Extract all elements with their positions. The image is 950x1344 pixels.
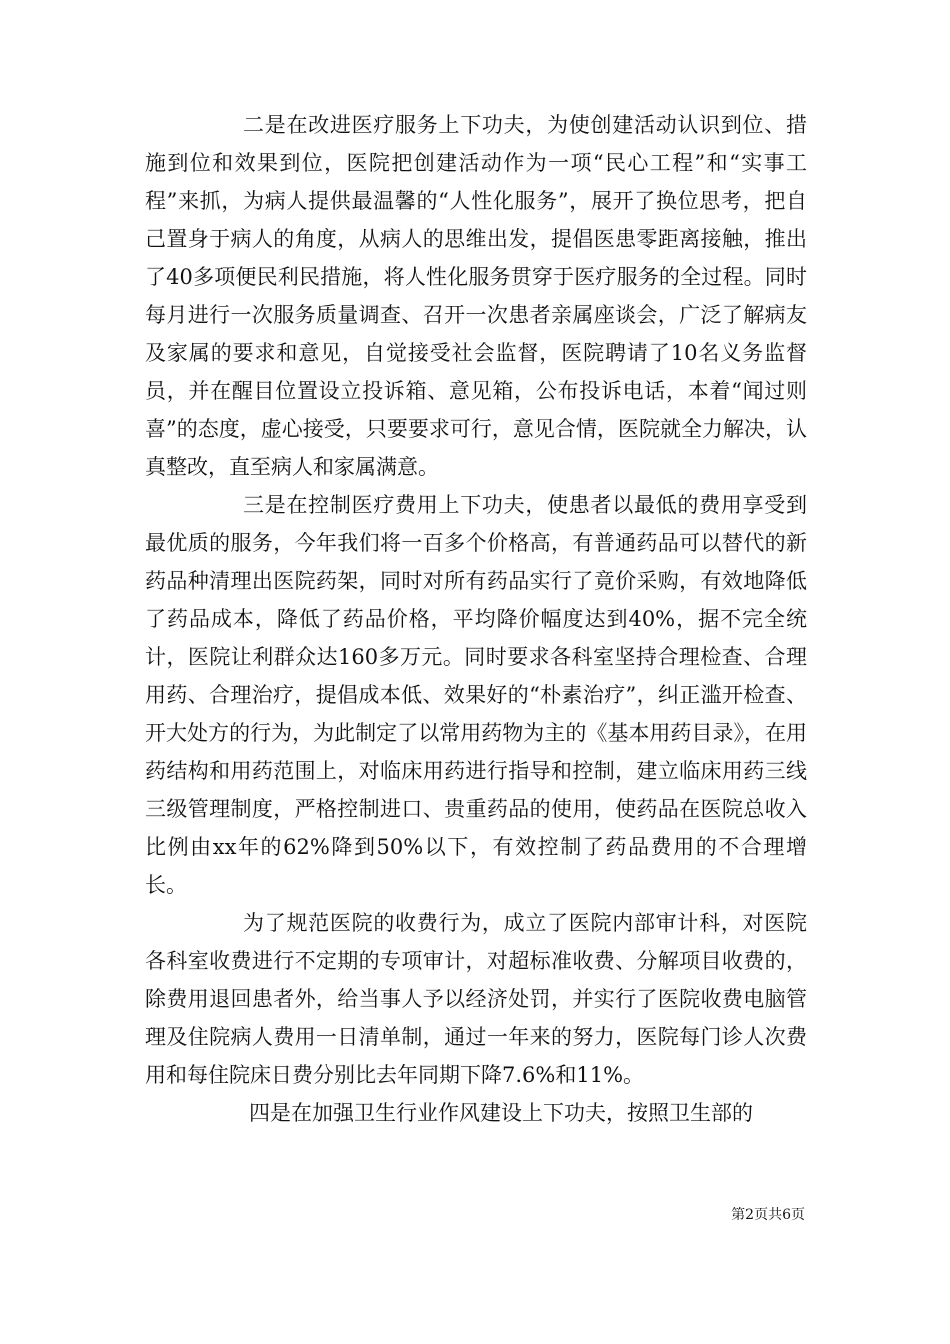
body-text (145, 106, 807, 1132)
page-number-footer: 第2页共6页 (731, 1207, 805, 1223)
paragraph-industry-style: 四是在加强卫生行业作风建设上下功夫，按照卫生部的 (249, 1101, 753, 1125)
paragraph-medical-service: 二是在改进医疗服务上下功夫，为使创建活动认识到位、措施到位和效果到位，医院把创建活动作为一项“民心工程”和“实事工程”来抓，为病人提供最温馨的“人性化服务”，展开了换位思考，把自己置身于病人的角度，从病人的思维出发，提倡医患零距离接触，推出了40多项便民利民措施，将人性化服务贯穿于医疗服务的全过程。同时每月进行一次服务质量调查、召开一次患者亲属座谈会，广泛了解病友及家属的要求和意见，自觉接受社会监督，医院聘请了10名义务监督员，并在醒目位置设立投诉箱、意见箱，公布投诉电话，本着“闻过则喜”的态度，虚心接受，只要要求可行，意见合情，医院就全力解决，认真整改，直至病人和家属满意。 (145, 113, 807, 479)
paragraph-billing-audit: 为了规范医院的收费行为，成立了医院内部审计科，对医院各科室收费进行不定期的专项审计，对超标准收费、分解项目收费的，除费用退回患者外，给当事人予以经济处罚，并实行了医院收费电脑管理及住院病人费用一日清单制，通过一年来的努力，医院每门诊人次费用和每住院床日费分别比去年同期下降7.6%和11%。 (145, 911, 807, 1087)
paragraph-medical-cost: 三是在控制医疗费用上下功夫，使患者以最低的费用享受到最优质的服务，今年我们将一百多个价格高，有普通药品可以替代的新药品种清理出医院药架，同时对所有药品实行了竟价采购，有效地降低了药品成本，降低了药品价格，平均降价幅度达到40%，据不完全统计，医院让利群众达160多万元。同时要求各科室坚持合理检查、合理用药、合理治疗，提倡成本低、效果好的“朴素治疗”，纠正滥开检查、开大处方的行为，为此制定了以常用药物为主的《基本用药目录》，在用药结构和用药范围上，对临床用药进行指导和控制，建立临床用药三线三级管理制度，严格控制进口、贵重药品的使用，使药品在医院总收入比例由xx年的62%降到50%以下，有效控制了药品费用的不合理增长。 (145, 493, 807, 897)
